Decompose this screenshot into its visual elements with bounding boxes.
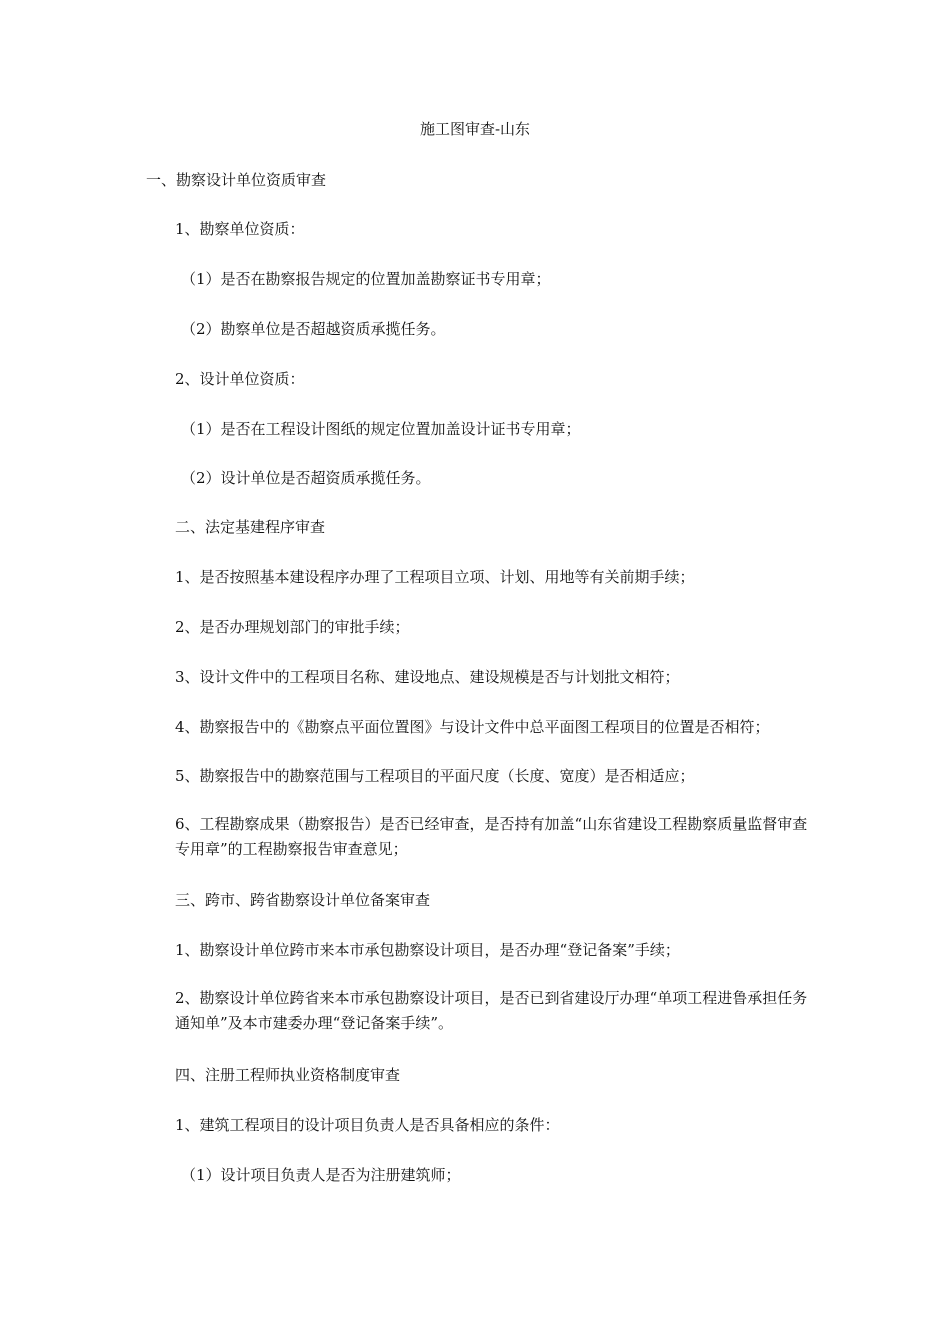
- paragraph-line: （1）是否在工程设计图纸的规定位置加盖设计证书专用章；: [181, 420, 581, 438]
- section-heading-4: 四、注册工程师执业资格制度审查: [175, 1066, 401, 1084]
- paragraph-wrapped: 2、勘察设计单位跨省来本市承包勘察设计项目，是否已到省建设厅办理“单项工程进鲁承担任务通知单”及本市建委办理“登记备案手续”。: [175, 989, 808, 1032]
- paragraph-line: 1、是否按照基本建设程序办理了工程项目立项、计划、用地等有关前期手续；: [175, 568, 695, 586]
- paragraph-line: 3、设计文件中的工程项目名称、建设地点、建设规模是否与计划批文相符；: [175, 668, 680, 686]
- paragraph-line: 2、设计单位资质：: [175, 370, 305, 388]
- paragraph-line: （1）是否在勘察报告规定的位置加盖勘察证书专用章；: [181, 270, 551, 288]
- paragraph-line: （2）设计单位是否超资质承揽任务。: [181, 469, 431, 487]
- paragraph-line: 2、是否办理规划部门的审批手续；: [175, 618, 410, 636]
- paragraph-line: 4、勘察报告中的《勘察点平面位置图》与设计文件中总平面图工程项目的位置是否相符；: [175, 718, 770, 736]
- paragraph-line: （2）勘察单位是否超越资质承揽任务。: [181, 320, 446, 338]
- paragraph-line: 1、勘察设计单位跨市来本市承包勘察设计项目，是否办理“登记备案”手续；: [175, 941, 680, 959]
- paragraph-line: 1、勘察单位资质：: [175, 220, 305, 238]
- paragraph-line: 5、勘察报告中的勘察范围与工程项目的平面尺度（长度、宽度）是否相适应；: [175, 767, 695, 785]
- document-title: 施工图审查-山东: [419, 120, 531, 138]
- section-heading-3: 三、跨市、跨省勘察设计单位备案审查: [175, 891, 431, 909]
- section-heading-2: 二、法定基建程序审查: [175, 518, 326, 536]
- paragraph-line: （1）设计项目负责人是否为注册建筑师；: [181, 1166, 461, 1184]
- paragraph-line: 1、建筑工程项目的设计项目负责人是否具备相应的条件：: [175, 1116, 560, 1134]
- paragraph-wrapped: 6、工程勘察成果（勘察报告）是否已经审查，是否持有加盖“山东省建设工程勘察质量监督审查专用章”的工程勘察报告审查意见；: [175, 815, 808, 858]
- section-heading-1: 一、勘察设计单位资质审查: [146, 171, 327, 189]
